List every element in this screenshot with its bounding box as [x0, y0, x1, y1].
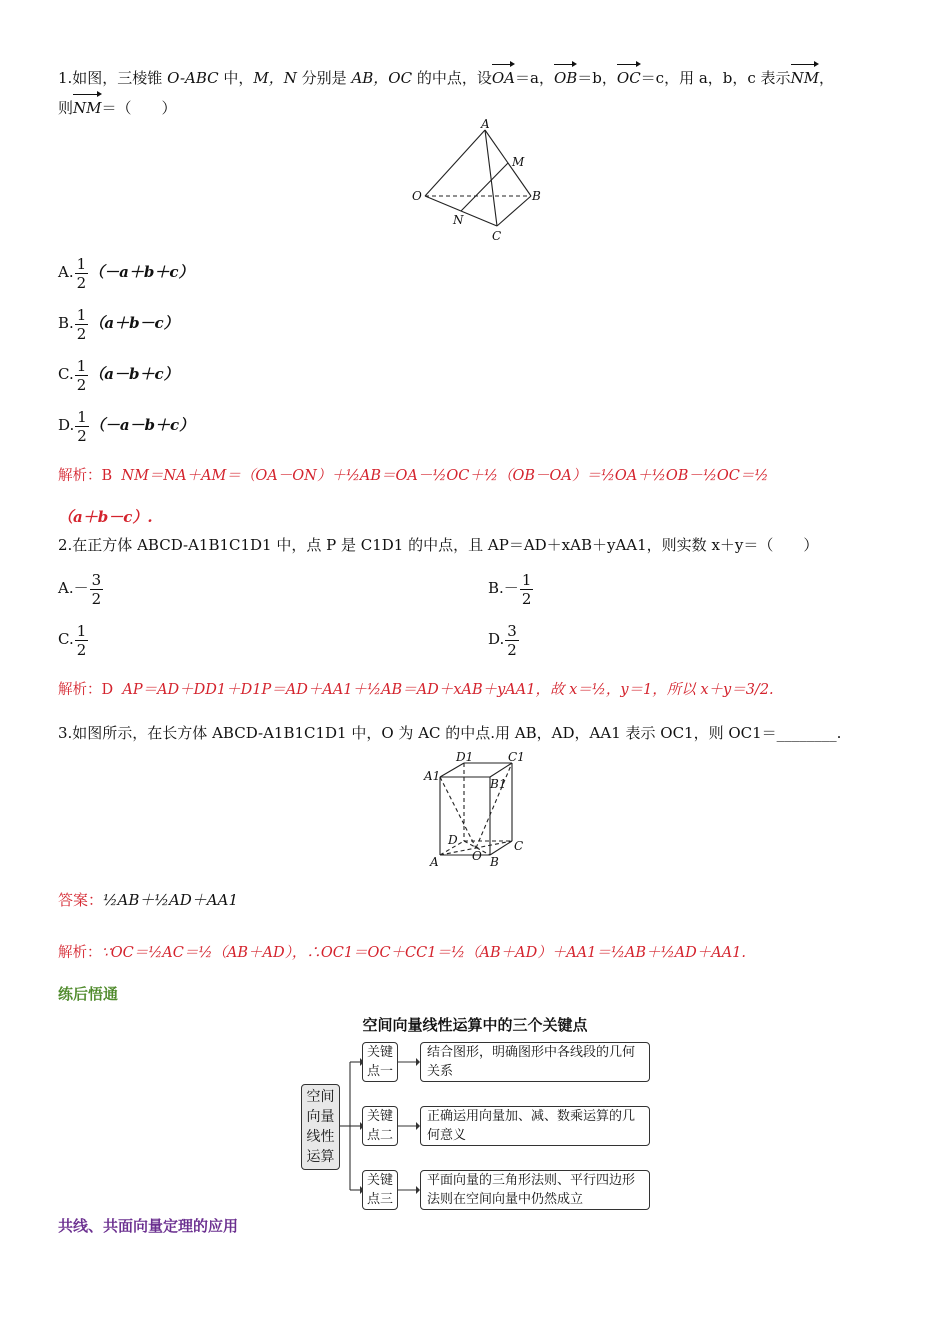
mindmap-title: 空间向量线性运算中的三个关键点 — [362, 1016, 588, 1034]
q1-option-a[interactable]: A. $\frac{1}{2}$ （－a＋b＋c） — [58, 254, 194, 292]
vector-NM: NM — [73, 92, 101, 120]
label-O: O — [412, 189, 422, 203]
q1-option-c[interactable]: C. $\frac{1}{2}$ （a－b＋c） — [58, 356, 179, 394]
label-O: O — [472, 849, 482, 863]
label-D: D — [448, 833, 458, 847]
mindmap-key-node-1: 关键点一 — [362, 1042, 398, 1082]
q1-tetrahedron-figure — [405, 118, 555, 244]
q1-analysis-line2: （a＋b－c）. — [58, 508, 153, 526]
q1-option-b[interactable]: B. $\frac{1}{2}$ （a＋b－c） — [58, 305, 179, 343]
q3-cuboid-figure — [420, 750, 540, 872]
label-M: M — [512, 155, 525, 169]
label-B1: B1 — [490, 777, 507, 791]
vector-OA: OA — [492, 62, 515, 90]
label-B: B — [532, 189, 541, 203]
mindmap-key-node-3: 关键点三 — [362, 1170, 398, 1210]
q2-option-d[interactable]: D. $\frac{3}{2}$ — [488, 621, 517, 659]
q1-stem-line2: 则NM＝（ ） — [58, 92, 177, 120]
mindmap-center-node: 空间向量线性运算 — [301, 1084, 340, 1170]
q2-analysis: 解析：D AP＝AD＋DD1＋D1P＝AD＋AA1＋½AB＝AD＋xAB＋yAA1，故 x＝½，y＝1，所以 x＋y＝3/2. — [58, 682, 774, 698]
q2-option-a[interactable]: A.－ $\frac{3}{2}$ — [58, 570, 102, 608]
vector-OC: OC — [617, 62, 641, 90]
q1-analysis-line1: 解析：B NM＝NA＋AM＝（OA－ON）＋½AB＝OA－½OC＋½（OB－OA）＝½OA＋½OB－½OC＝½ — [58, 468, 769, 484]
vector-OB: OB — [554, 62, 577, 90]
q3-answer: 答案：½AB＋½AD＋AA1 — [58, 891, 239, 909]
label-B: B — [490, 855, 499, 869]
vector-NM: NM — [791, 62, 819, 90]
q1-option-d[interactable]: D. $\frac{1}{2}$ （－a－b＋c） — [58, 407, 195, 445]
section-heading: 共线、共面向量定理的应用 — [58, 1217, 239, 1235]
label-C: C — [492, 229, 502, 243]
label-A: A — [481, 118, 490, 131]
label-D1: D1 — [456, 750, 474, 764]
q2-option-c[interactable]: C. $\frac{1}{2}$ — [58, 621, 87, 659]
q3-stem: 3.如图所示，在长方体 ABCD-A1B1C1D1 中，O 为 AC 的中点.用 AB，AD，AA1 表示 OC1，则 OC1＝________. — [58, 724, 842, 742]
mindmap-key-node-2: 关键点二 — [362, 1106, 398, 1146]
q1-stem-line1: 1.如图，三棱锥 O-ABC 中，M，N 分别是 AB，OC 的中点，设OA＝a，OB＝b，OC＝c，用 a，b，c 表示NM， — [58, 62, 834, 90]
label-A: A — [430, 855, 439, 869]
label-C: C — [514, 839, 524, 853]
mindmap-text-node-2: 正确运用向量加、减、数乘运算的几何意义 — [420, 1106, 650, 1146]
practice-heading: 练后悟通 — [58, 985, 119, 1003]
q2-option-b[interactable]: B.－ $\frac{1}{2}$ — [488, 570, 532, 608]
label-N: N — [453, 213, 464, 227]
q3-analysis: 解析：∵OC＝½AC＝½（AB＋AD），∴OC1＝OC＋CC1＝½（AB＋AD）＋AA1＝½AB＋½AD＋AA1. — [58, 945, 747, 961]
label-A1: A1 — [424, 769, 441, 783]
q2-stem: 2.在正方体 ABCD-A1B1C1D1 中，点 P 是 C1D1 的中点，且 AP＝AD＋xAB＋yAA1，则实数 x＋y＝（ ） — [58, 536, 819, 554]
mindmap-text-node-1: 结合图形，明确图形中各线段的几何关系 — [420, 1042, 650, 1082]
mindmap-text-node-3: 平面向量的三角形法则、平行四边形法则在空间向量中仍然成立 — [420, 1170, 650, 1210]
label-C1: C1 — [508, 750, 525, 764]
